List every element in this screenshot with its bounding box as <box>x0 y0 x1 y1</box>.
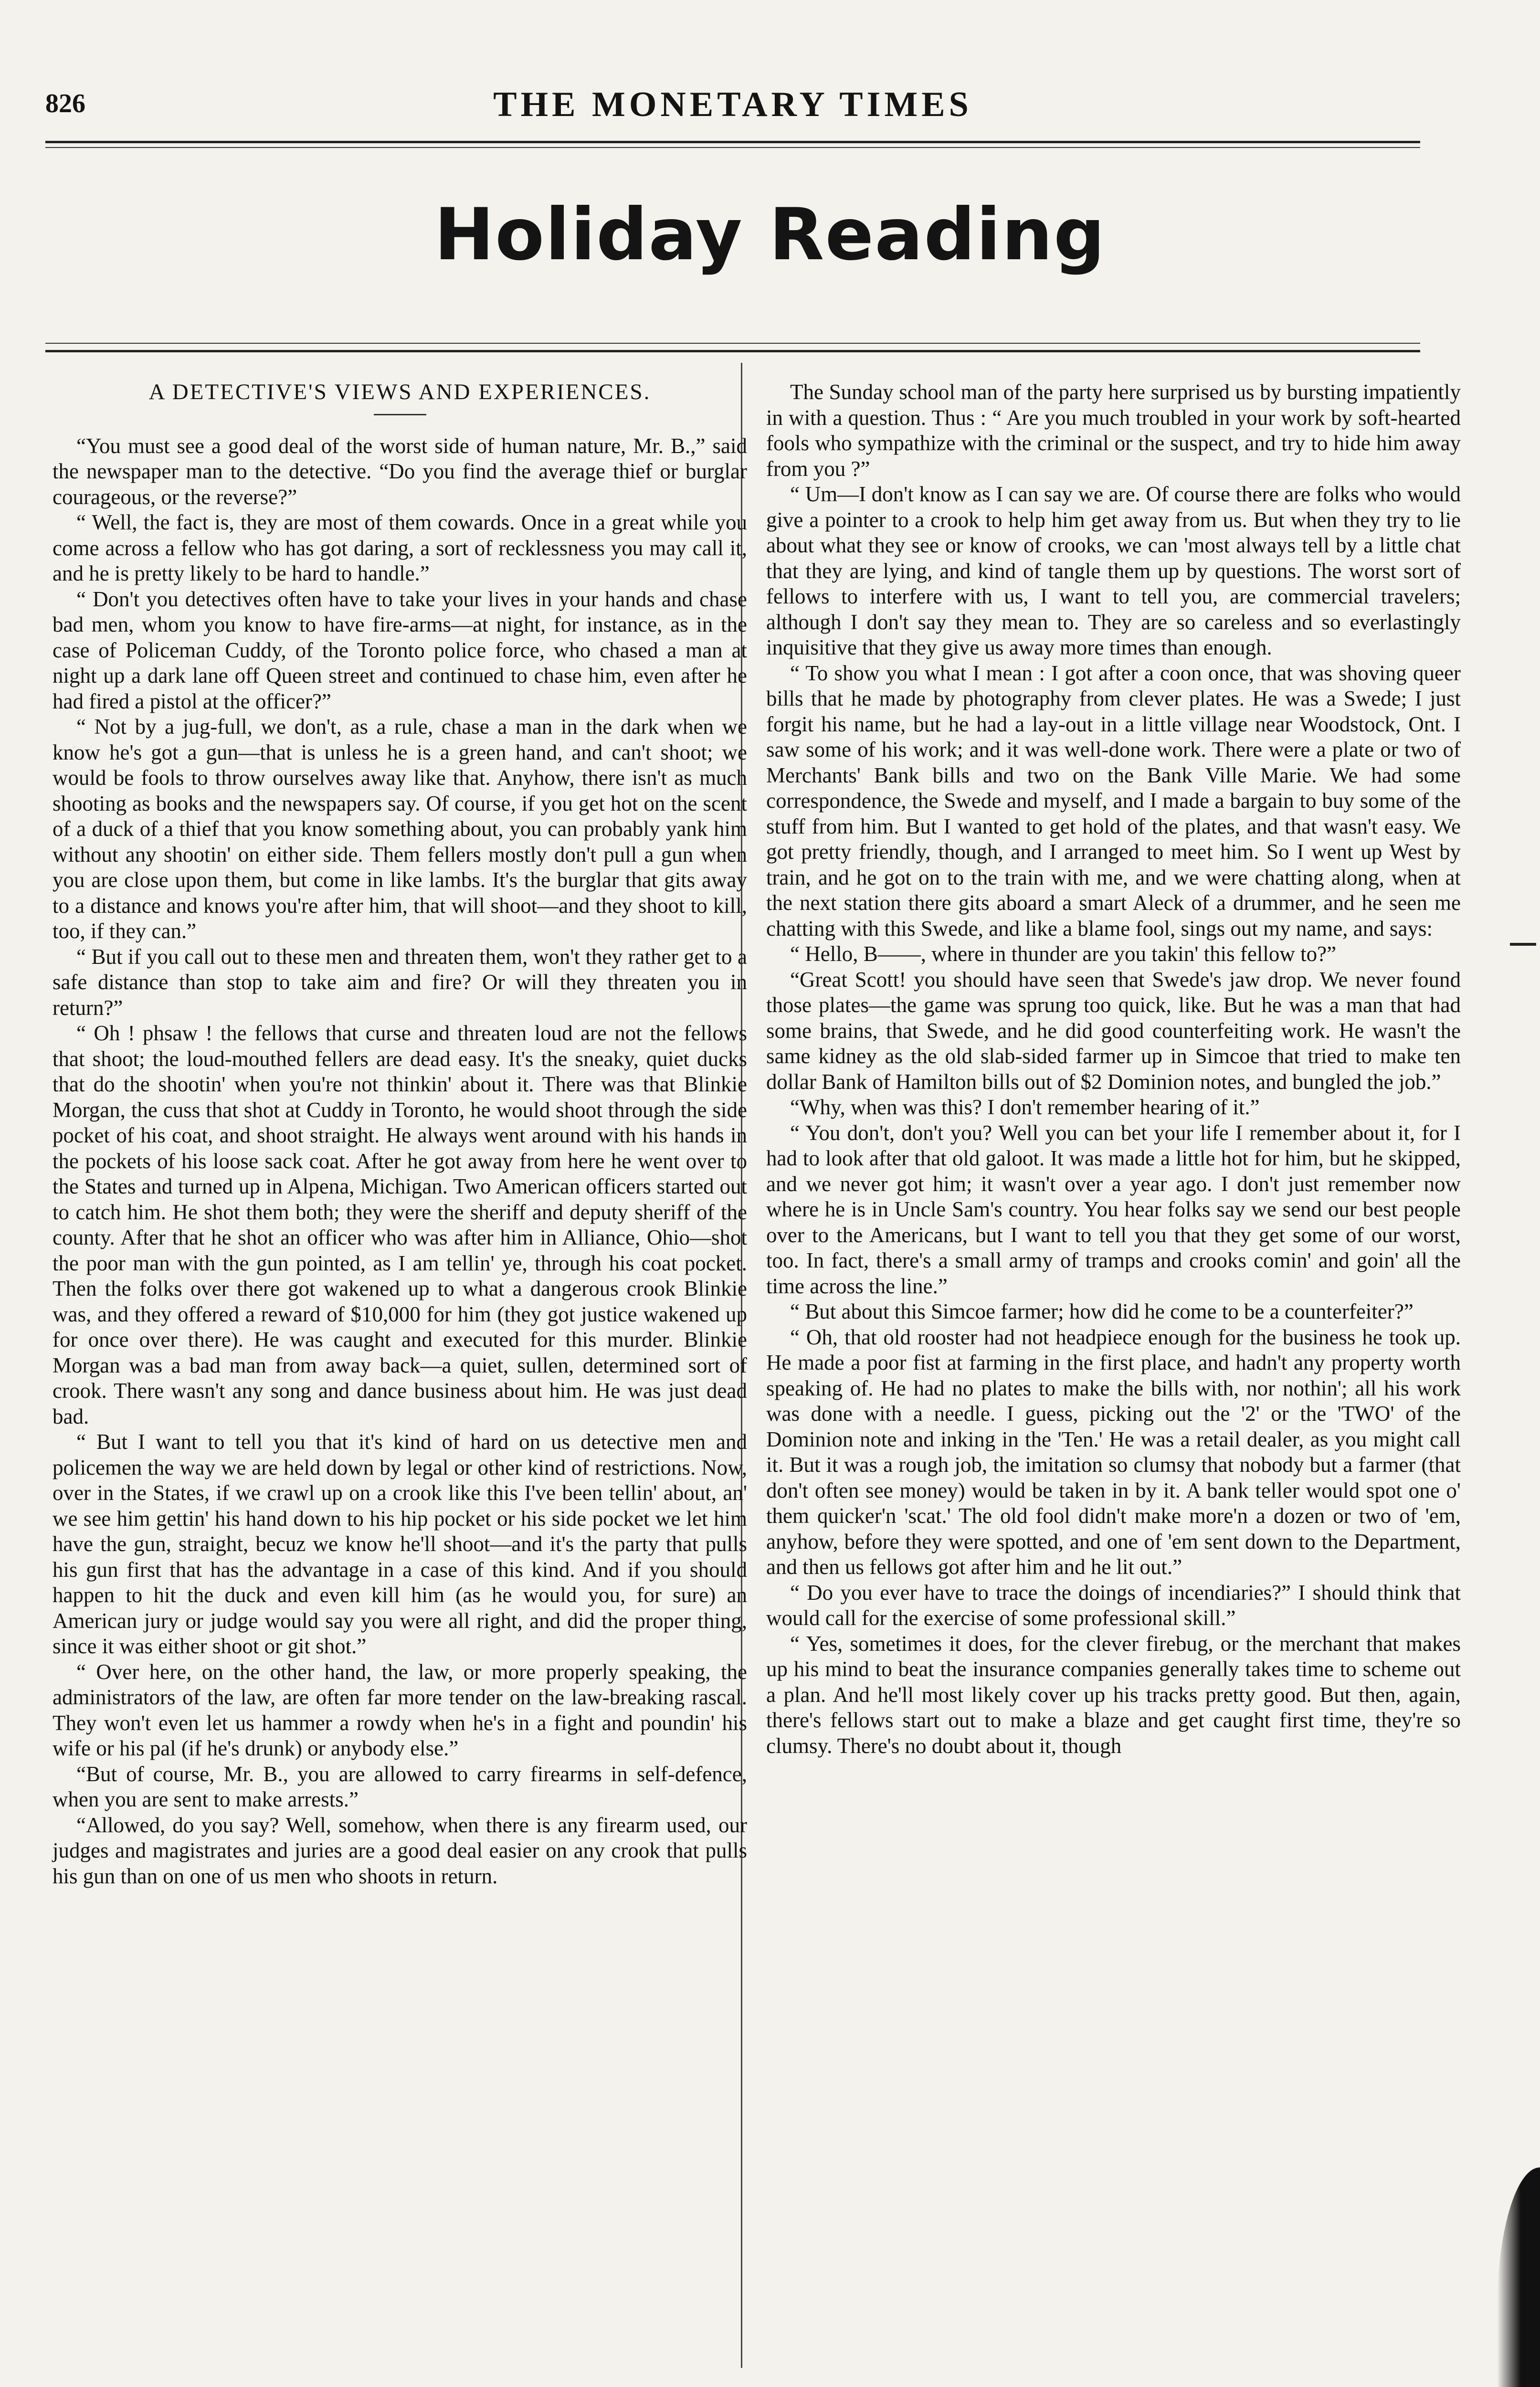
right-column <box>766 380 1461 1759</box>
left-paragraph-3: “ Don't you detectives often have to take your lives in your hands and chase bad men, whom you know to have fire-arms—at night, for instance, as in the case of Policeman Cuddy, of the Toronto police force, who chased a man at night up a dark lane off Queen street and continued to chase him, even after he had fired a pistol at the officer?” <box>53 587 747 713</box>
left-paragraph-10: “Allowed, do you say? Well, somehow, when there is any firearm used, our judges and magistrates and juries are a good deal easier on any crook that pulls his gun than on one of us men who shoots in return. <box>53 1813 747 1888</box>
page-edge-shadow <box>1497 2167 1540 2387</box>
section-title: Holiday Reading <box>434 193 1106 276</box>
masthead: THE MONETARY TIMES <box>493 85 972 124</box>
left-paragraph-6: “ Oh ! phsaw ! the fellows that curse and threaten loud are not the fellows that shoot; the loud-mouthed fellers are dead easy. It's the sneaky, quiet ducks that do the shootin' when you're not thinkin' about it. There was that Blinkie Morgan, the cuss that shot at Cuddy in Toronto, he would shoot through the side pocket of his coat, and shoot straight. He always went around with his hands in the pockets of his loose sack coat. After he got away from here he went over to the States and turned up in Alpena, Michigan. Two American officers started out to catch him. He shot them both; they were the sheriff and deputy sheriff of the county. After that he shot an officer who was after him in Alliance, Ohio—shot the poor man with the gun pointed, as I am tellin' ye, through his coat pocket. Then the folks over there got wakened up to what a dangerous crook Blinkie was, and they offered a reward of $10,000 for him (they got justice wakened up for once over there). He was caught and executed for this murder. Blinkie Morgan was a bad man from away back—a quiet, sullen, determined sort of crook. There wasn't any song and dance business about him. He was just dead bad. <box>53 1021 747 1428</box>
right-paragraph-6: “Why, when was this? I don't remember hearing of it.” <box>790 1095 1260 1119</box>
left-paragraph-8: “ Over here, on the other hand, the law, or more properly speaking, the administrators of the law, are often far more tender on the law-breaking rascal. They won't even let us hammer a rowdy when he's in a fight and poundin' his wife or his pal (if he's drunk) or anybody else.” <box>53 1659 747 1760</box>
right-paragraph-2: “ Um—I don't know as I can say we are. Of course there are folks who would give a pointer to a crook to help him get away from us. But when they try to lie about what they see or know of crooks, we can 'most always tell by a little chat that they are lying, and kind of tangle them up by questions. The worst sort of fellows to interfere with us, I want to tell you, are commercial travelers; although I don't say they mean to. They are so careless and so everlastingly inquisitive that they give us away more times than enough. <box>766 482 1461 659</box>
left-paragraph-1: “You must see a good deal of the worst side of human nature, Mr. B.,” said the newspaper man to the detective. “Do you find the average thief or burglar courageous, or the reverse?” <box>53 433 747 509</box>
left-paragraph-9: “But of course, Mr. B., you are allowed to carry firearms in self-defence, when you are sent to make arrests.” <box>53 1762 747 1811</box>
page-number: 826 <box>45 89 85 118</box>
section-rule-top <box>45 343 1420 344</box>
section-rule-bottom <box>45 350 1420 352</box>
page-edge-mark <box>1510 943 1536 946</box>
header-rule-top <box>45 141 1420 143</box>
article-heading: A DETECTIVE'S VIEWS AND EXPERIENCES. <box>148 380 651 404</box>
left-paragraph-4: “ Not by a jug-full, we don't, as a rule, chase a man in the dark when we know he's got a gun—that is unless he is a green hand, and can't shoot; we would be fools to throw ourselves away like that. Anyhow, there isn't as much shooting as books and the newspapers say. Of course, if you get hot on the scent of a duck of a thief that you know something about, you can probably yank him without any shootin' on either side. Them fellers mostly don't pull a gun when you are close upon them, but come in like lambs. It's the burglar that gits away to a distance and knows you're after him, that will shoot—and they shoot to kill, too, if they can.” <box>53 715 747 943</box>
header-rule-bottom <box>45 147 1420 148</box>
left-paragraph-2: “ Well, the fact is, they are most of them cowards. Once in a great while you come across a fellow who has got daring, a sort of recklessness you may call it, and he is pretty likely to be hard to handle.” <box>53 510 747 585</box>
left-paragraph-7: “ But I want to tell you that it's kind of hard on us detective men and policemen the way we are held down by legal or other kind of restrictions. Now, over in the States, if we crawl up on a crook like this I've been tellin' about, an' we see him gettin' his hand down to his hip pocket or his side pocket we let him have the gun, straight, becuz we know he'll shoot—and it's the party that pulls his gun first that has the advantage in a case of this kind. And if you should happen to hit the duck and even kill him (as he would you, for sure) an American jury or judge would say you were all right, and did the proper thing, since it was either shoot or git shot.” <box>53 1430 747 1658</box>
right-paragraph-9: “ Oh, that old rooster had not headpiece enough for the business he took up. He made a poor fist at farming in the first place, and hadn't any property worth speaking of. He had no plates to make the bills with, nor nothin'; all his work was done with a needle. I guess, picking out the '2' or the 'TWO' of the Dominion note and inking in the 'Ten.' He was a retail dealer, as you might call it. But it was a rough job, the imitation so clumsy that nobody but a farmer (that don't often see money) would be taken in by it. A bank teller would spot one o' them quicker'n 'scat.' The old fool didn't make more'n a dozen or two of 'em, anyhow, before they were spotted, and one of 'em sent down to the Department, and then us fellows got after him and he lit out.” <box>766 1325 1461 1579</box>
right-paragraph-7: “ You don't, don't you? Well you can bet your life I remember about it, for I had to look after that old galoot. It was made a little hot for him, but he skipped, and we never got him; it wasn't over a year ago. I don't just remember now where he is in Uncle Sam's country. You hear folks say we send our best people over to the Americans, but I want to tell you that they get some of our worst, too. In fact, there's a small army of tramps and crooks comin' and goin' all the time across the line.” <box>766 1120 1461 1298</box>
right-paragraph-11: “ Yes, sometimes it does, for the clever firebug, or the merchant that makes up his mind to beat the insurance companies generally takes time to scheme out a plan. And he'll most likely cover up his tracks pretty good. But then, again, there's fellows start out to make a blaze and get caught first time, they're so clumsy. There's no doubt about it, though <box>766 1631 1461 1758</box>
left-paragraph-5: “ But if you call out to these men and threaten them, won't they rather get to a safe distance than stop to take aim and fire? Or will they threaten you in return?” <box>53 944 747 1020</box>
right-paragraph-4: “ Hello, B——, where in thunder are you takin' this fellow to?” <box>790 942 1337 966</box>
heading-rule <box>374 414 426 415</box>
right-paragraph-10: “ Do you ever have to trace the doings of incendiaries?” I should think that would call for the exercise of some professional skill.” <box>766 1580 1461 1630</box>
left-column <box>53 380 747 1889</box>
right-paragraph-3: “ To show you what I mean : I got after a coon once, that was shoving queer bills that he made by photography from clever plates. He was a Swede; I just forgit his name, but he had a lay-out in a little village near Woodstock, Ont. I saw some of his work; and it was well-done work. There were a plate or two of Merchants' Bank bills and two on the Bank Ville Marie. We had some correspondence, the Swede and myself, and I made a bargain to buy some of the stuff from him. But I wanted to get hold of the plates, and that wasn't easy. We got pretty friendly, though, and I arranged to meet him. So I went up West by train, and he got on to the train with me, and we were chatting along, when at the next station there gits aboard a smart Aleck of a drummer, and he seen me chatting with this Swede, and like a blame fool, sings out my name, and says: <box>766 661 1461 940</box>
right-paragraph-1: The Sunday school man of the party here surprised us by bursting impatiently in with a question. Thus : “ Are you much troubled in your work by soft-hearted fools who sympathize with the criminal or the suspect, and try to hide him away from you ?” <box>766 380 1461 481</box>
page-header <box>45 85 1420 131</box>
right-paragraph-5: “Great Scott! you should have seen that Swede's jaw drop. We never found those plates—the game was sprung too quick, like. But he was a man that had some brains, that Swede, and he did good counterfeiting work. He wasn't the same kidney as the old slab-sided farmer up in Simcoe that tried to make ten dollar Bank of Hamilton bills out of $2 Dominion notes, and bungled the job.” <box>766 967 1461 1094</box>
right-paragraph-8: “ But about this Simcoe farmer; how did he come to be a counterfeiter?” <box>790 1299 1413 1323</box>
